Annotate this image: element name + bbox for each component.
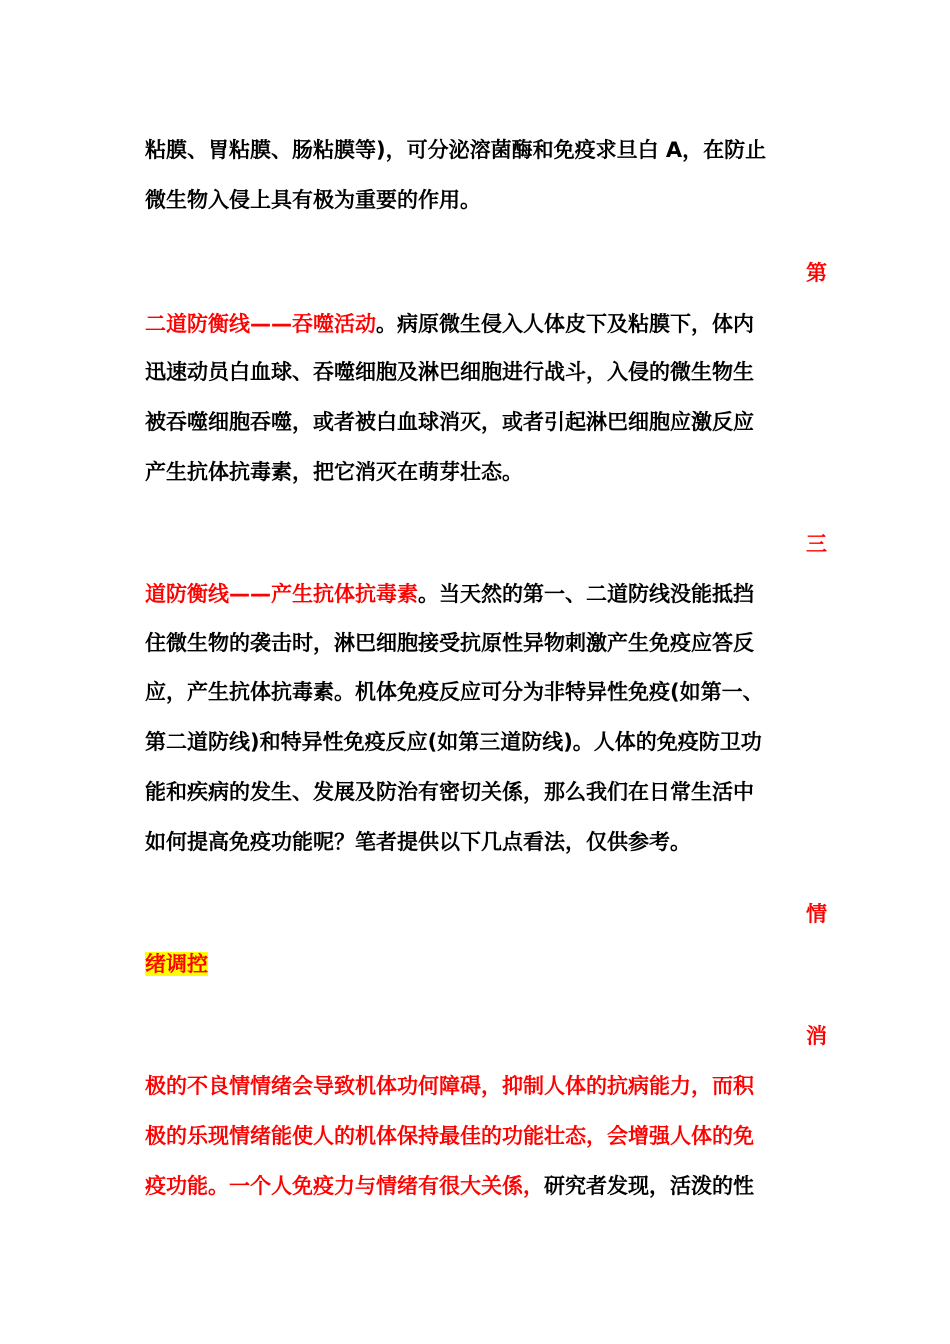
- paragraph-text: 。病原微生侵入人体皮下及粘膜下，体内: [376, 312, 754, 336]
- paragraph-line: 迅速动员白血球、吞噬细胞及淋巴细胞进行战斗，入侵的微生物生: [145, 360, 754, 384]
- highlighted-heading: 绪调控: [145, 952, 208, 976]
- paragraph-line: [145, 1171, 805, 1201]
- paragraph-line: 被吞噬细胞吞噬，或者被白血球消灭，或者引起淋巴细胞应激反应: [145, 410, 754, 434]
- paragraph-text: 研究者发现，活泼的性: [544, 1174, 754, 1198]
- paragraph-line: 能和疾病的发生、发展及防治有密切关係，那么我们在日常生活中: [145, 780, 754, 804]
- paragraph-line: 如何提高免疫功能呢？笔者提供以下几点看法，仅供参考。: [145, 830, 691, 854]
- paragraph-line: 微生物入侵上具有极为重要的作用。: [145, 188, 481, 212]
- paragraph-line: 极的乐现情绪能使人的机体保持最佳的功能壮态，会增强人体的免: [145, 1124, 754, 1148]
- paragraph-text: 疫功能。一个人免疫力与情绪有很大关係，: [145, 1174, 544, 1198]
- paragraph-line: 第二道防线)和特异性免疫反应(如第三道防线)。人体的免疫防卫功: [145, 730, 762, 754]
- section-heading: 二道防衡线——吞噬活动: [145, 312, 376, 336]
- paragraph-line: [145, 579, 805, 609]
- paragraph-text: 。当天然的第一、二道防线没能抵挡: [418, 582, 754, 606]
- paragraph-line: [145, 949, 805, 979]
- section-lead-char: 第: [806, 261, 827, 285]
- section-heading: 道防衡线——产生抗体抗毒素: [145, 582, 418, 606]
- paragraph-line: 粘膜、胃粘膜、肠粘膜等)，可分泌溶菌酶和免疫求旦白 A，在防止: [145, 138, 767, 162]
- paragraph-line: 极的不良情情绪会导致机体功何障碍，抑制人体的抗病能力，而积: [145, 1074, 754, 1098]
- section-lead-char: 情: [806, 902, 827, 926]
- paragraph-line: 应，产生抗体抗毒素。机体免疫反应可分为非特异性免疫(如第一、: [145, 680, 764, 704]
- section-lead-char: 消: [806, 1024, 827, 1048]
- paragraph-line: [145, 309, 805, 339]
- paragraph-line: 住微生物的袭击时，淋巴细胞接受抗原性异物刺激产生免疫应答反: [145, 631, 754, 655]
- paragraph-line: 产生抗体抗毒素，把它消灭在萌芽壮态。: [145, 460, 523, 484]
- section-lead-char: 三: [806, 532, 827, 556]
